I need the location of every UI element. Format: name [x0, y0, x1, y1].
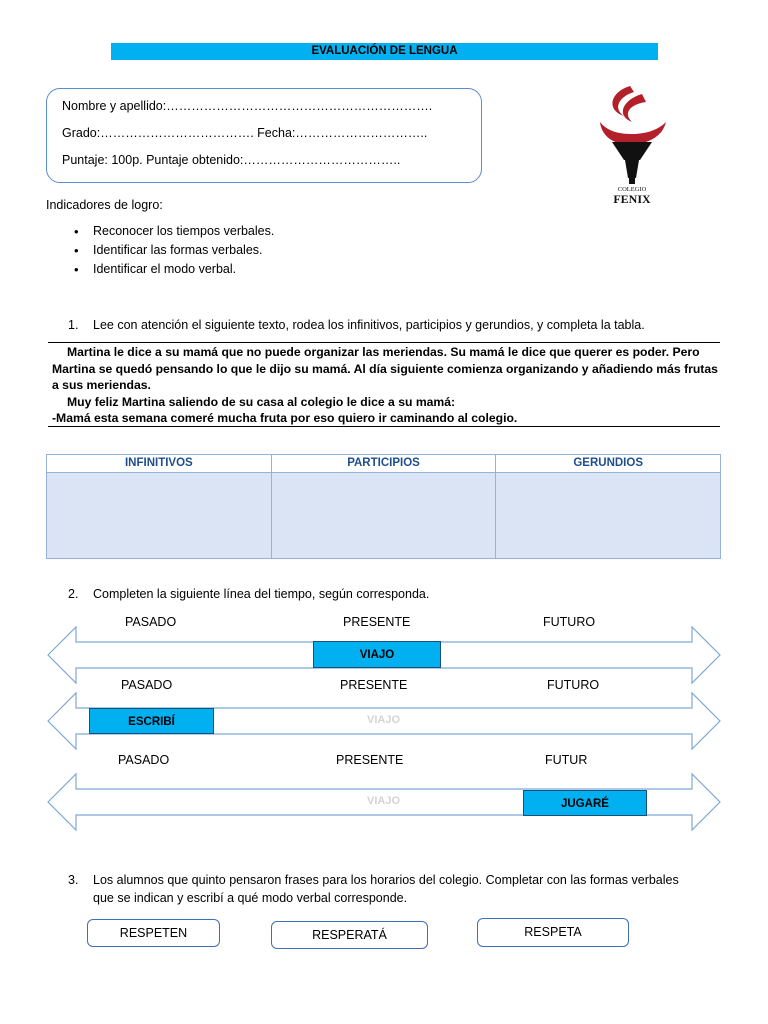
question-prompt: Completen la siguiente línea del tiempo, según corresponda. — [93, 587, 430, 601]
list-item: • Identificar las formas verbales. — [74, 243, 263, 258]
divider-top — [48, 342, 720, 343]
school-logo — [592, 82, 672, 207]
list-item: • Identificar el modo verbal. — [74, 262, 237, 277]
timeline-1-future-label: FUTURO — [543, 615, 596, 629]
option-resperata[interactable]: RESPERATÁ — [271, 921, 428, 949]
question-number: 2. — [68, 587, 79, 601]
verb-forms-table — [46, 454, 721, 559]
question-number: 3. — [68, 873, 79, 887]
bullet-icon: • — [74, 224, 79, 239]
question-number: 1. — [68, 318, 79, 332]
timeline-2-past-label: PASADO — [121, 678, 173, 692]
reading-paragraph: -Mamá esta semana comeré mucha fruta por eso quiero ir caminando al colegio. — [52, 411, 518, 425]
name-field[interactable]: Nombre y apellido:………………………………………………………. — [62, 99, 433, 113]
timeline-3-past-label: PASADO — [118, 753, 170, 767]
divider-bottom — [48, 426, 720, 427]
indicators-title: Indicadores de logro: — [46, 198, 163, 212]
timeline-2-answer-box: ESCRIBÍ — [89, 708, 214, 734]
table-column — [47, 455, 272, 558]
timeline-1-past-label: PASADO — [125, 615, 177, 629]
grade-date-field[interactable]: Grado:………………………………. Fecha:………………………….. — [62, 126, 428, 140]
logo-line2: FENIX — [613, 192, 651, 206]
reading-paragraph: Martina le dice a su mamá que no puede organizar las meriendas. Su mamá le dice que querer es poder. Pero Martina se quedó pensando lo que le dijo su mamá. Al día siguiente comienza organizando y añadiendo más frutas a sus meriendas. — [52, 345, 718, 392]
bullet-icon: • — [74, 262, 79, 277]
question-3-line2: que se indican y escribí a qué modo verbal corresponde. — [93, 891, 408, 905]
table-header: INFINITIVOS — [47, 455, 271, 473]
timeline-3-answer-box: JUGARÉ — [523, 790, 647, 816]
page-title: EVALUACIÓN DE LENGUA — [111, 43, 658, 60]
option-respeta[interactable]: RESPETA — [477, 918, 629, 947]
bullet-icon: • — [74, 243, 79, 258]
torch-logo-icon — [592, 82, 672, 207]
question-prompt: Lee con atención el siguiente texto, rodea los infinitivos, participios y gerundios, y completa la tabla. — [93, 318, 645, 332]
option-respeten[interactable]: RESPETEN — [87, 919, 220, 947]
student-info-box — [46, 88, 482, 183]
question-prompt-line1: Los alumnos que quinto pensaron frases para los horarios del colegio. Completar con las formas verbales — [93, 873, 679, 887]
timeline-1-present-label: PRESENTE — [343, 615, 411, 629]
list-item: • Reconocer los tiempos verbales. — [74, 224, 275, 239]
timeline-2-present-label: PRESENTE — [340, 678, 408, 692]
question-3 — [68, 873, 679, 887]
timeline-3-present-label: PRESENTE — [336, 753, 404, 767]
timeline-1-answer-box: VIAJO — [313, 641, 441, 668]
timeline-2-future-label: FUTURO — [547, 678, 600, 692]
table-column — [272, 455, 497, 558]
score-field[interactable]: Puntaje: 100p. Puntaje obtenido:……………………………….. — [62, 153, 401, 167]
table-cell-infinitivos[interactable] — [47, 473, 271, 558]
table-cell-gerundios[interactable] — [496, 473, 720, 558]
table-header: PARTICIPIOS — [272, 455, 496, 473]
indicators-list — [74, 224, 274, 281]
table-header: GERUNDIOS — [496, 455, 720, 473]
reading-paragraph: Muy feliz Martina saliendo de su casa al colegio le dice a su mamá: — [67, 394, 456, 409]
timeline-3-faint-text: VIAJO — [367, 795, 401, 807]
logo-line1: COLEGIO — [617, 186, 647, 193]
timeline-2-faint-text: VIAJO — [367, 714, 401, 726]
timeline-3-future-label: FUTUR — [545, 753, 588, 767]
table-column — [496, 455, 720, 558]
question-1 — [68, 318, 645, 332]
table-cell-participios[interactable] — [272, 473, 496, 558]
reading-text — [52, 344, 720, 427]
question-2 — [68, 587, 429, 601]
